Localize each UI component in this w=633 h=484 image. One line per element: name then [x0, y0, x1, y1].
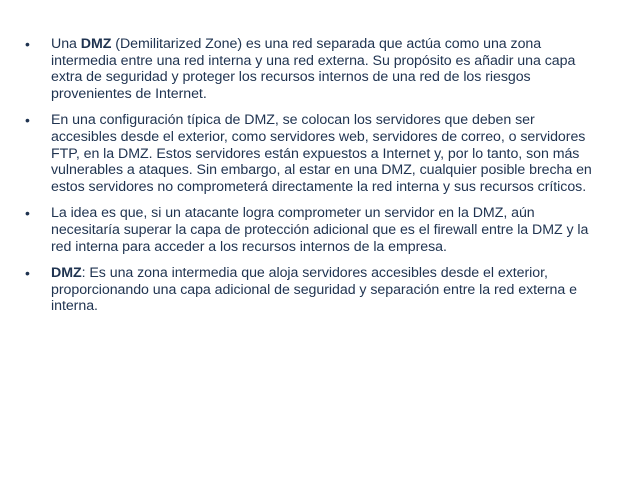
bullet-marker: •: [25, 205, 30, 222]
bullet-marker: •: [25, 265, 30, 282]
bullet-marker: •: [25, 112, 30, 129]
bullet-rest-text: (Demilitarized Zone) es una red separada que actúa como una zona intermedia entre una red interna y una red externa. Su propósito es añadir una capa extra de seguridad y proteger los recursos internos de una red de los riesgos provenientes de Internet.: [51, 36, 576, 102]
bullet-marker: •: [25, 36, 30, 52]
bullet-item-attacker-idea: [25, 205, 600, 255]
bullet-lead-text: Una: [51, 36, 81, 52]
bullet-text: [51, 36, 575, 102]
bullet-rest-text: : Es una zona intermedia que aloja servidores accesibles desde el exterior, proporcionando una capa adicional de seguridad y separación entre la red externa e interna.: [51, 265, 577, 315]
bullet-list: [25, 36, 600, 325]
bullet-bold-term: DMZ: [80, 36, 112, 52]
bullet-item-dmz-definition: [25, 36, 600, 102]
bullet-text: [51, 265, 577, 314]
bullet-item-typical-config: [25, 112, 600, 195]
bullet-text: En una configuración típica de DMZ, se colocan los servidores que deben ser accesibles desde el exterior, como servidores web, servidores de correo, o servidores FTP, en la DMZ. Estos servidores están expuestos a Internet y, por lo tanto, son más vulnerables a ataques. Sin embargo, al estar en una DMZ, cualquier posible brecha en estos servidores no comprometerá directamente la red interna y sus recursos críticos.: [51, 112, 592, 195]
bullet-bold-term: DMZ: [51, 265, 82, 282]
bullet-item-dmz-summary: [25, 265, 600, 315]
bullet-text: La idea es que, si un atacante logra comprometer un servidor en la DMZ, aún necesitaría superar la capa de protección adicional que es el firewall entre la DMZ y la red interna para acceder a los recursos internos de la empresa.: [51, 205, 589, 255]
